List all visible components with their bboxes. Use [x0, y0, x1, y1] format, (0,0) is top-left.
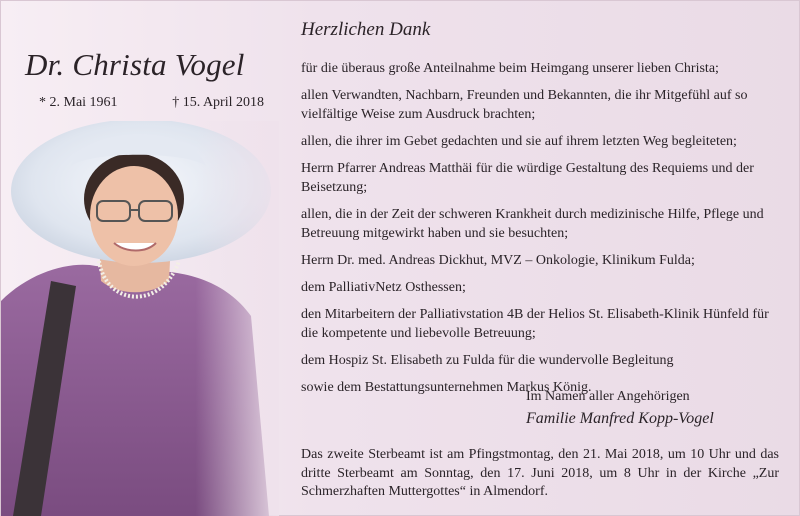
thanks-paragraph: allen, die in der Zeit der schweren Krankheit durch medizinische Hilfe, Pflege und Betreuung mitgewirkt haben und sie besuchten; [301, 207, 764, 241]
thanks-paragraph: den Mitarbeitern der Palliativstation 4B der Helios St. Elisabeth-Klinik Hünfeld für die kompetente und liebevolle Betreuung; [301, 307, 769, 341]
thanks-paragraph: für die überaus große Anteilnahme beim Heimgang unserer lieben Christa; [301, 61, 719, 76]
thanks-paragraph: dem PalliativNetz Osthessen; [301, 280, 466, 295]
thanks-paragraph: sowie dem Bestattungsunternehmen Markus König. [301, 380, 592, 395]
thanks-paragraph: Herrn Pfarrer Andreas Matthäi für die würdige Gestaltung des Requiems und der Beisetzung; [301, 161, 754, 195]
heading-thanks: Herzlichen Dank [301, 19, 431, 40]
life-dates [39, 95, 264, 111]
deceased-name: Dr. Christa Vogel [25, 47, 245, 82]
thanks-paragraph: dem Hospiz St. Elisabeth zu Fulda für die wundervolle Begleitung [301, 353, 674, 368]
service-note: Das zweite Sterbeamt ist am Pfingstmontag, den 21. Mai 2018, um 10 Uhr und das dritte Sterbeamt am Sonntag, den 17. Juni 2018, um 8 Uhr in der Kirche „Zur Schmerzhaften Muttergottes“ in Almendorf. [301, 447, 779, 499]
thanks-paragraph: allen Verwandten, Nachbarn, Freunden und Bekannten, die ihr Mitgefühl auf so vielfältige Weise zum Ausdruck brachten; [301, 88, 748, 122]
thanks-paragraph: allen, die ihrer im Gebet gedachten und sie auf ihrem letzten Weg begleiteten; [301, 134, 737, 149]
thanks-list [301, 59, 779, 405]
death-date: † 15. April 2018 [172, 95, 264, 110]
thanks-paragraph: Herrn Dr. med. Andreas Dickhut, MVZ – Onkologie, Klinikum Fulda; [301, 253, 695, 268]
signature-line: Im Namen aller Angehörigen [526, 389, 690, 404]
family-name: Familie Manfred Kopp-Vogel [526, 410, 714, 427]
birth-date: * 2. Mai 1961 [39, 95, 118, 110]
portrait-photo [1, 121, 279, 516]
